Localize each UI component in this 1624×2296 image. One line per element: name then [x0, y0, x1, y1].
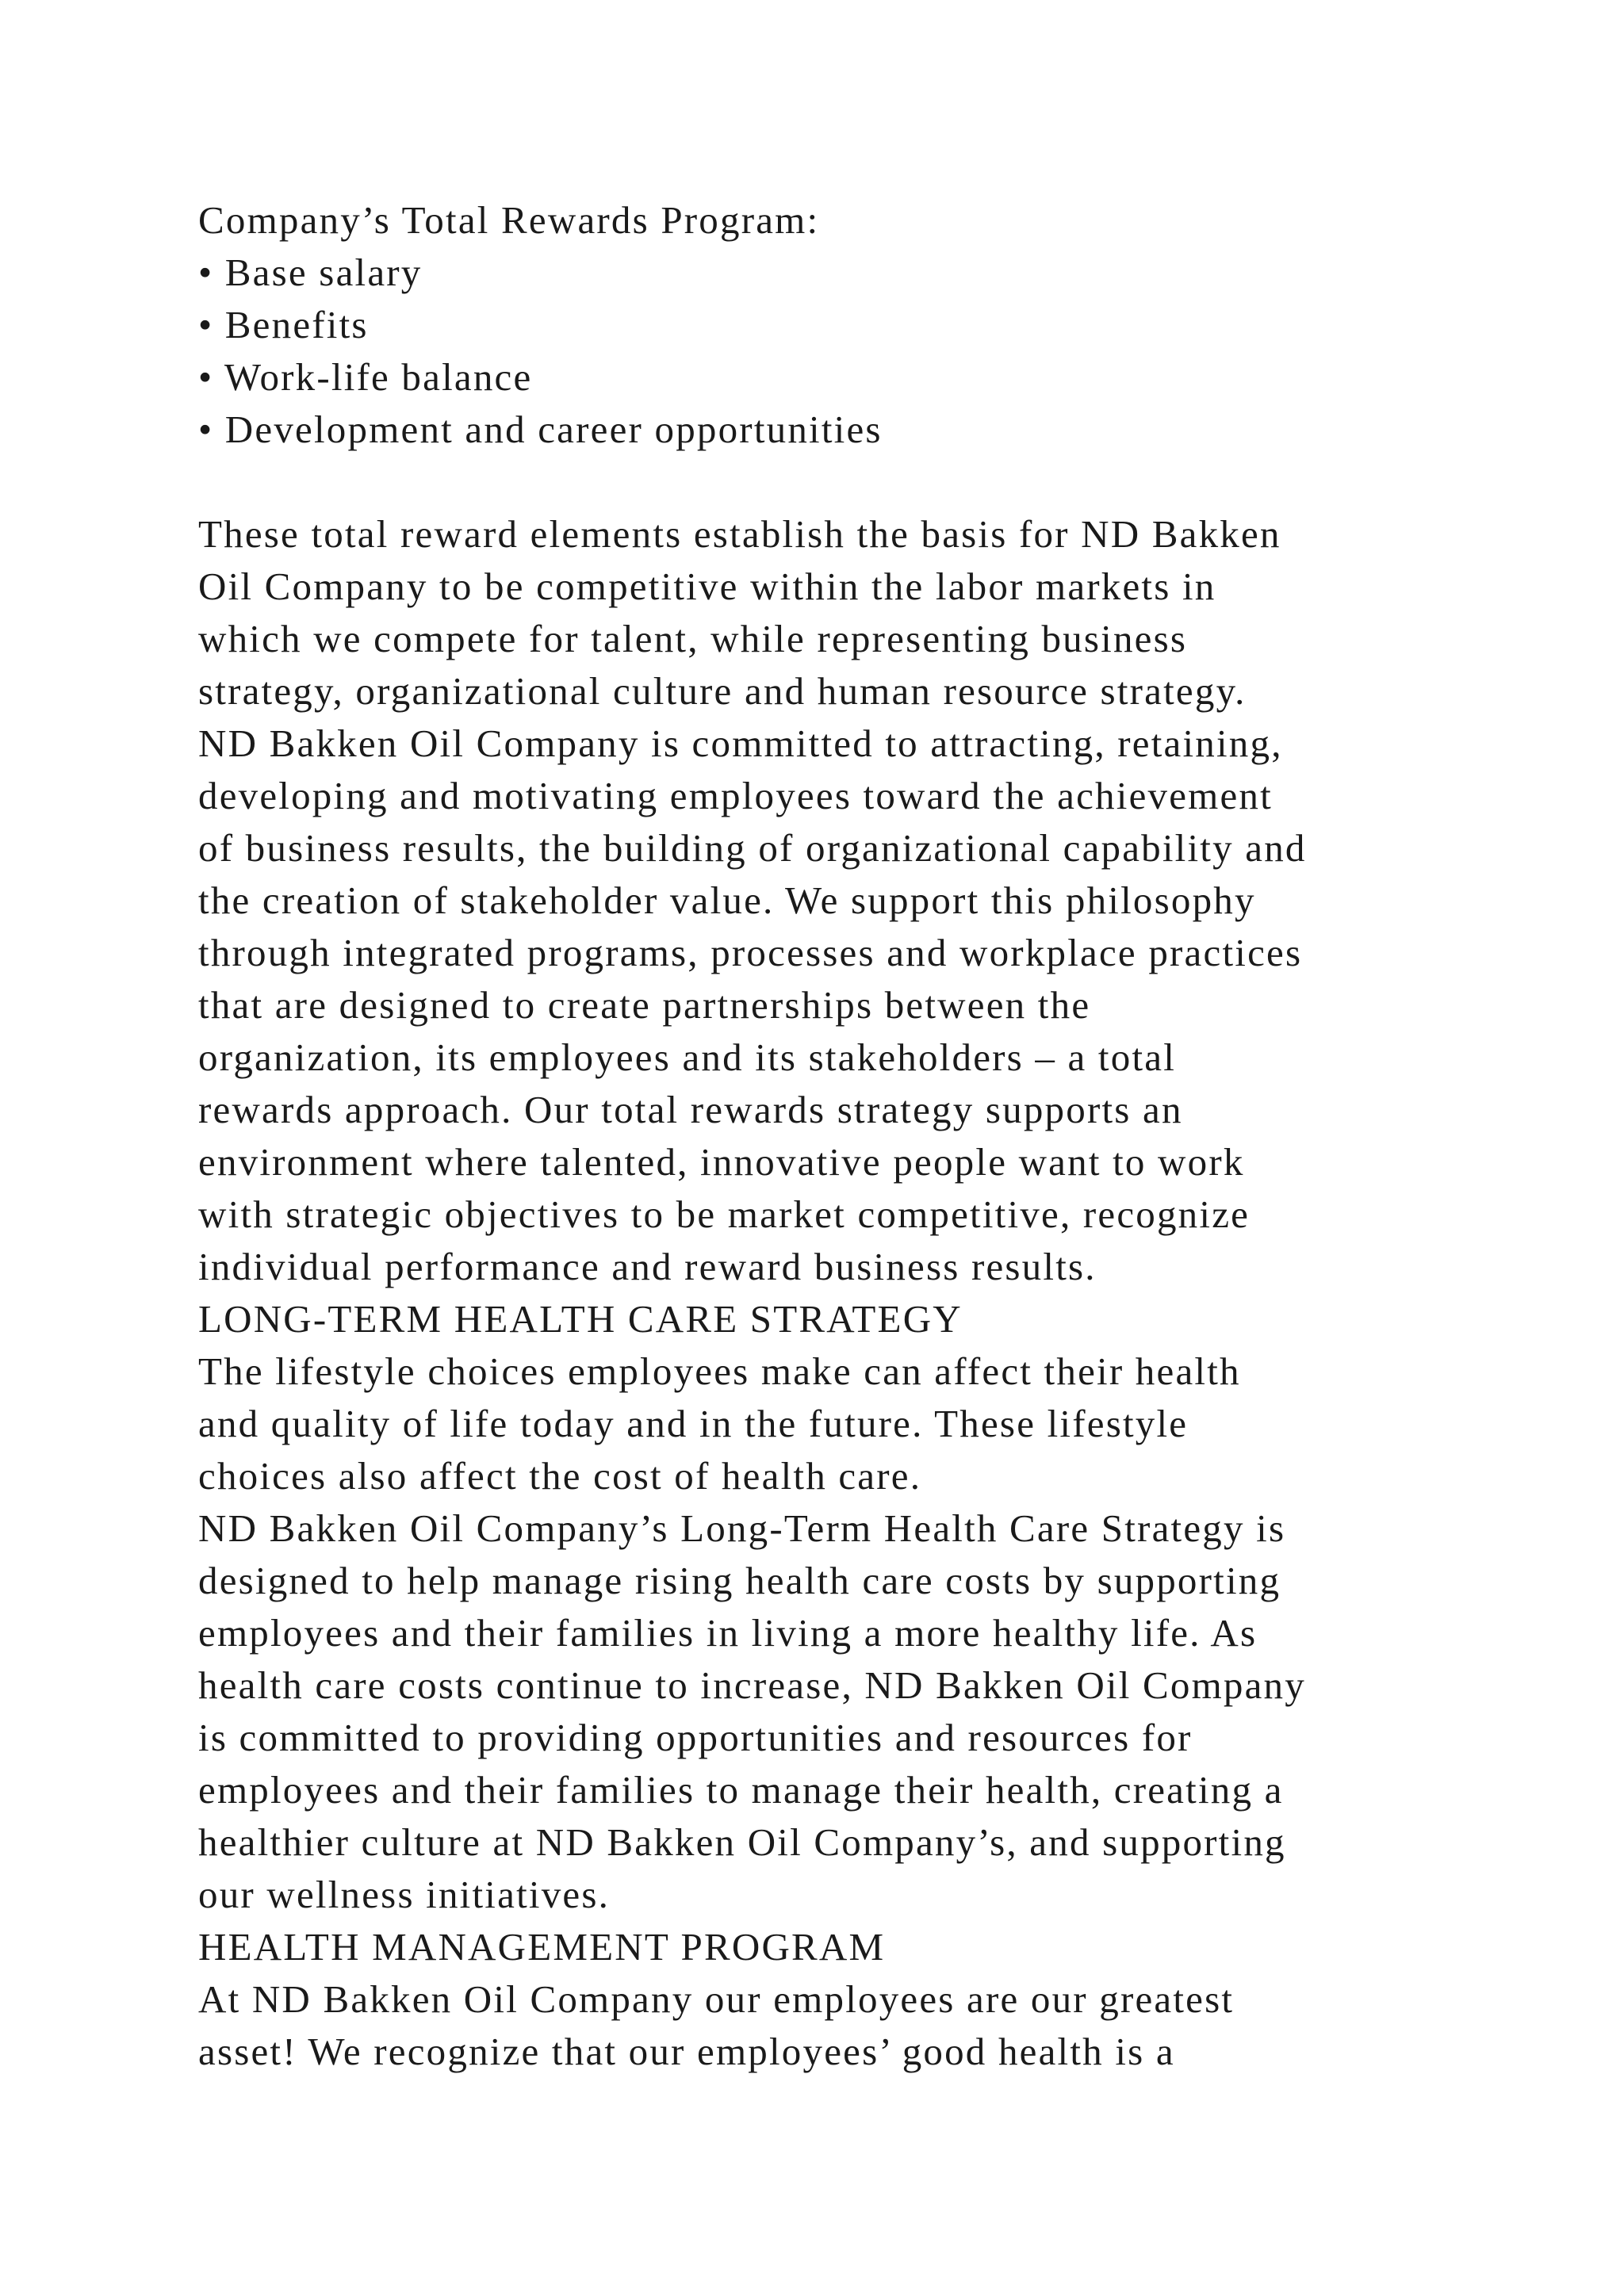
bullet-item: • Base salary: [198, 251, 423, 294]
body-text-line: with strategic objectives to be market competitive, recognize: [198, 1192, 1251, 1236]
body-text-line: ND Bakken Oil Company is committed to attracting, retaining,: [198, 721, 1283, 765]
bullet-item: • Development and career opportunities: [198, 408, 883, 451]
body-text-line: our wellness initiatives.: [198, 1873, 611, 1916]
body-text-line: designed to help manage rising health care costs by supporting: [198, 1559, 1281, 1602]
body-text-line: strategy, organizational culture and human resource strategy.: [198, 669, 1247, 713]
body-text-line: These total reward elements establish the basis for ND Bakken: [198, 512, 1281, 556]
body-text-line: The lifestyle choices employees make can affect their health: [198, 1349, 1241, 1393]
body-text-line: rewards approach. Our total rewards strategy supports an: [198, 1088, 1183, 1131]
body-text-line: individual performance and reward business results.: [198, 1245, 1097, 1288]
body-text-line: employees and their families in living a more healthy life. As: [198, 1611, 1258, 1655]
body-text-line: which we compete for talent, while representing business: [198, 617, 1188, 660]
body-text-line: health care costs continue to increase, ND Bakken Oil Company: [198, 1663, 1306, 1707]
body-text-line: ND Bakken Oil Company’s Long-Term Health Care Strategy is: [198, 1506, 1286, 1550]
body-text-line: healthier culture at ND Bakken Oil Company’s, and supporting: [198, 1820, 1286, 1864]
body-text-line: environment where talented, innovative people want to work: [198, 1140, 1245, 1184]
body-text-line: Oil Company to be competitive within the labor markets in: [198, 564, 1216, 608]
body-text-line: that are designed to create partnerships between the: [198, 983, 1091, 1027]
body-text-line: organization, its employees and its stakeholders – a total: [198, 1035, 1177, 1079]
body-text-line: employees and their families to manage their health, creating a: [198, 1768, 1284, 1812]
body-text-line: and quality of life today and in the future. These lifestyle: [198, 1402, 1189, 1445]
body-text-line: of business results, the building of organizational capability and: [198, 826, 1307, 870]
body-text-line: asset! We recognize that our employees’ good health is a: [198, 2030, 1175, 2073]
body-text-line: At ND Bakken Oil Company our employees are our greatest: [198, 1977, 1235, 2021]
section-heading-total-rewards: Company’s Total Rewards Program:: [198, 198, 820, 242]
body-text-line: the creation of stakeholder value. We support this philosophy: [198, 878, 1256, 922]
bullet-item: • Work-life balance: [198, 355, 533, 399]
body-text-line: choices also affect the cost of health care.: [198, 1454, 922, 1498]
body-text-line: is committed to providing opportunities and resources for: [198, 1716, 1193, 1759]
section-heading-long-term-health-care: LONG-TERM HEALTH CARE STRATEGY: [198, 1297, 963, 1341]
paragraph-spacer: [198, 456, 1530, 508]
section-heading-health-management: HEALTH MANAGEMENT PROGRAM: [198, 1925, 886, 1969]
bullet-item: • Benefits: [198, 303, 369, 346]
body-text-line: developing and motivating employees toward the achievement: [198, 774, 1273, 817]
document-body: [198, 194, 1530, 2078]
body-text-line: through integrated programs, processes and workplace practices: [198, 931, 1303, 974]
